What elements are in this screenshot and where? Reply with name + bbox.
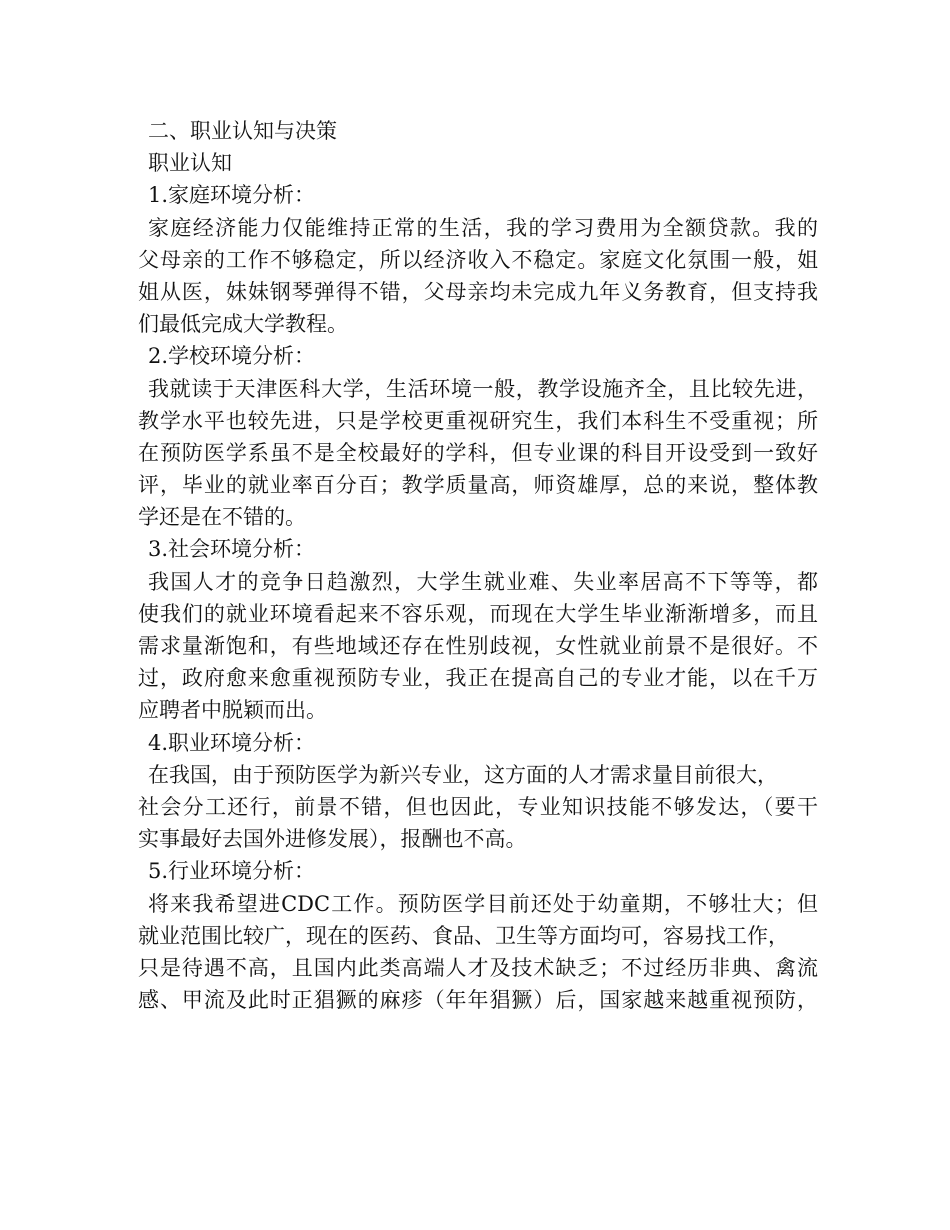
society-line: 我国人才的竞争日趋激烈，大学生就业难、失业率居高不下等等，都 — [148, 569, 818, 594]
society-line: 应聘者中脱颖而出。 — [138, 698, 327, 723]
society-heading: 3.社会环境分析： — [148, 537, 316, 562]
industry-line: 将来我希望进CDC工作。预防医学目前还处于幼童期，不够壮大；但 — [148, 891, 818, 916]
career-line: 社会分工还行，前景不错，但也因此，专业知识技能不够发达，（要干 — [138, 794, 818, 819]
document-body — [138, 115, 818, 1016]
school-line: 教学水平也较先进，只是学校更重视研究生，我们本科生不受重视；所 — [138, 408, 818, 433]
school-heading: 2.学校环境分析： — [148, 344, 316, 369]
society-line: 使我们的就业环境看起来不容乐观，而现在大学生毕业渐渐增多，而且 — [138, 601, 818, 626]
school-line: 评，毕业的就业率百分百；教学质量高，师资雄厚，总的来说，整体教 — [138, 473, 818, 498]
subsection-title: 职业认知 — [148, 151, 232, 176]
industry-heading: 5.行业环境分析： — [148, 859, 316, 884]
family-line: 父母亲的工作不够稳定，所以经济收入不稳定。家庭文化氛围一般，姐 — [138, 247, 818, 272]
school-line: 学还是在不错的。 — [138, 505, 306, 530]
family-heading: 1.家庭环境分析： — [148, 183, 316, 208]
family-line: 们最低完成大学教程。 — [138, 312, 348, 337]
school-line: 在预防医学系虽不是全校最好的学科，但专业课的科目开设受到一致好 — [138, 440, 818, 465]
society-line: 需求量渐饱和，有些地域还存在性别歧视，女性就业前景不是很好。不 — [138, 634, 818, 658]
industry-line: 只是待遇不高，且国内此类高端人才及技术缺乏；不过经历非典、禽流 — [138, 955, 818, 980]
section-title: 二、职业认知与决策 — [148, 119, 337, 143]
career-heading: 4.职业环境分析： — [148, 730, 316, 755]
career-line: 实事最好去国外进修发展），报酬也不高。 — [138, 827, 527, 852]
society-line: 过，政府愈来愈重视预防专业，我正在提高自己的专业才能，以在千万 — [138, 666, 818, 691]
career-line: 在我国，由于预防医学为新兴专业，这方面的人才需求量目前很大， — [148, 762, 778, 787]
industry-line: 就业范围比较广，现在的医药、食品、卫生等方面均可，容易找工作， — [138, 923, 789, 948]
family-line: 姐从医，妹妹钢琴弹得不错，父母亲均未完成九年义务教育，但支持我 — [138, 279, 818, 304]
family-line: 家庭经济能力仅能维持正常的生活，我的学习费用为全额贷款。我的 — [148, 215, 818, 240]
school-line: 我就读于天津医科大学，生活环境一般，教学设施齐全，且比较先进， — [148, 376, 818, 401]
industry-line: 感、甲流及此时正猖獗的麻疹（年年猖獗）后，国家越来越重视预防， — [138, 988, 818, 1013]
